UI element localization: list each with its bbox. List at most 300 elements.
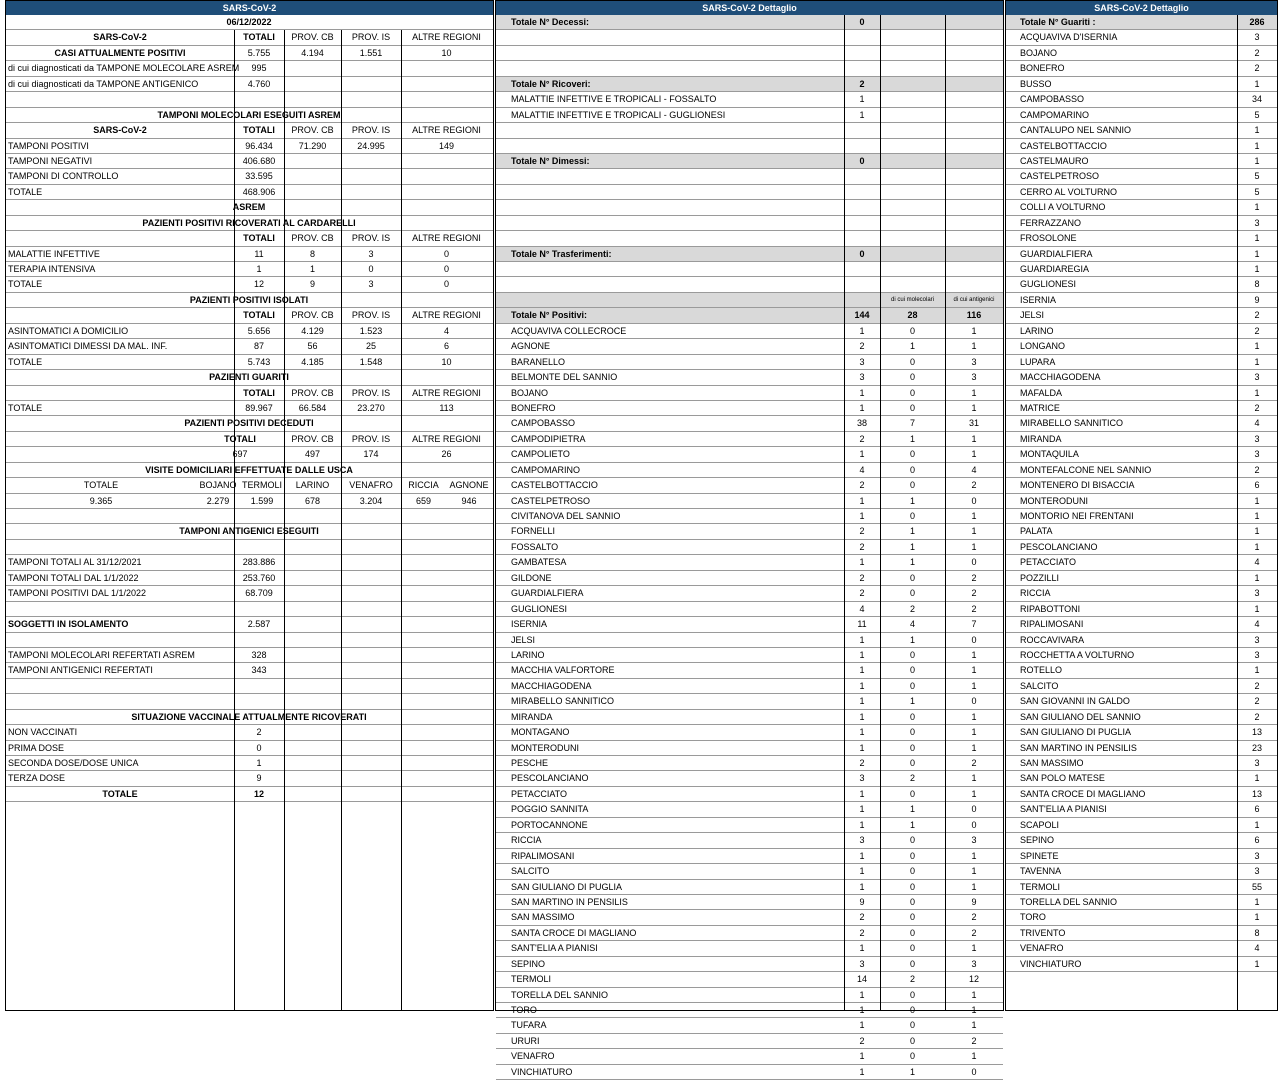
table-row (496, 957, 1003, 972)
table-cell: 10 (441, 47, 452, 58)
table-cell: 343 (251, 665, 267, 676)
table-cell: TORO (511, 1005, 537, 1015)
table-cell: 1 (971, 1020, 977, 1031)
table-cell: PALATA (1020, 526, 1053, 537)
table-row (496, 370, 1003, 385)
table-row (6, 602, 493, 617)
table-cell: CASTELPETROSO (511, 495, 591, 506)
table-row (6, 308, 493, 323)
table-cell: PESCHE (511, 758, 549, 768)
table-cell: 946 (461, 495, 477, 506)
table-cell: TOTALI (243, 310, 275, 321)
table-cell: 9 (309, 279, 315, 290)
table-row (496, 1065, 1003, 1080)
table-cell: 1 (971, 1005, 977, 1015)
table-cell: 2 (909, 974, 915, 985)
table-cell: PROV. IS (351, 233, 391, 244)
table-cell: SARS-CoV-2 (93, 125, 147, 136)
table-cell: RICCIA (408, 480, 439, 491)
table-cell: 1 (1254, 233, 1260, 244)
table-cell: FROSOLONE (1020, 233, 1077, 244)
table-cell: CIVITANOVA DEL SANNIO (511, 511, 621, 521)
table-row (496, 1034, 1003, 1049)
table-cell: PAZIENTI GUARITI (209, 372, 289, 383)
table-cell: 0 (909, 881, 915, 892)
table-row (6, 370, 493, 385)
table-cell: 1 (1254, 912, 1260, 923)
table-cell: 1 (1254, 356, 1260, 367)
table-cell: 2 (1254, 402, 1260, 413)
table-cell: 1 (859, 943, 865, 954)
table-cell: COLLI A VOLTURNO (1020, 202, 1106, 213)
table-cell: 13 (1251, 727, 1262, 738)
table-cell: 23.270 (357, 402, 385, 413)
table-cell: 1 (1254, 264, 1260, 274)
table-cell: 0 (909, 896, 915, 907)
table-cell: 1 (859, 665, 865, 676)
table-cell: 2 (971, 1035, 977, 1046)
table-row (496, 15, 1003, 30)
table-cell: URURI (511, 1035, 540, 1046)
table-cell: MALATTIE INFETTIVE E TROPICALI - FOSSALTO (511, 94, 717, 105)
table-cell: TAMPONI TOTALI DAL 1/1/2022 (8, 572, 139, 583)
table-cell: PRIMA DOSE (8, 742, 65, 753)
table-cell: 1.551 (359, 47, 383, 58)
table-cell: di cui diagnosticati da TAMPONE MOLECOLARE ASREM (8, 63, 240, 74)
table-cell: 0 (909, 912, 915, 923)
table-row (6, 617, 493, 632)
table-cell: FORNELLI (511, 526, 556, 537)
table-cell: 0 (909, 449, 915, 460)
table-row (496, 293, 1003, 308)
table-row (496, 262, 1003, 277)
table-cell: 5.755 (247, 47, 271, 58)
table-cell: ALTRE REGIONI (412, 32, 481, 43)
table-row (6, 586, 493, 601)
table-cell: 1 (909, 541, 915, 552)
table-row (496, 710, 1003, 725)
table-cell: 38 (856, 418, 867, 429)
table-row (6, 108, 493, 123)
table-row (6, 524, 493, 539)
table-cell: 1 (909, 526, 915, 537)
table-cell: 11 (857, 619, 867, 630)
table-cell: 1 (971, 773, 977, 784)
table-cell: 1 (859, 449, 865, 460)
table-cell: 1 (971, 541, 977, 552)
table-cell: Totale N° Dimessi: (511, 155, 590, 166)
table-cell: MALATTIE INFETTIVE E TROPICALI - GUGLIONESI (511, 109, 726, 120)
table-cell: 2.279 (206, 495, 230, 506)
table-cell: 0 (971, 819, 977, 830)
table-cell: RIPALIMOSANI (1020, 619, 1084, 630)
table-row (6, 633, 493, 648)
table-cell: 1 (859, 402, 865, 413)
table-cell: 116 (966, 310, 982, 321)
table-cell: TAMPONI MOLECOLARI REFERTATI ASREM (8, 649, 195, 660)
table-cell: CASI ATTUALMENTE POSITIVI (54, 47, 186, 58)
table-cell: PAZIENTI POSITIVI DECEDUTI (184, 418, 314, 429)
table-cell: 0 (909, 711, 915, 722)
table-cell: 1 (859, 1005, 865, 1015)
table-cell: 0 (909, 943, 915, 954)
table-row (6, 478, 493, 493)
table-cell: 0 (909, 866, 915, 877)
table-cell: PAZIENTI POSITIVI RICOVERATI AL CARDARELLI (142, 217, 356, 228)
table-cell: LARINO (511, 649, 545, 660)
table-cell: SECONDA DOSE/DOSE UNICA (8, 758, 139, 768)
table-cell: 1 (256, 758, 262, 768)
table-cell: 0 (909, 1020, 915, 1031)
table-row (496, 92, 1003, 107)
table-cell: PROV. CB (291, 125, 334, 136)
table-row (496, 849, 1003, 864)
table-cell: MONTERODUNI (1020, 495, 1088, 506)
table-cell: 1 (909, 557, 915, 568)
table-cell: 1 (859, 788, 865, 799)
table-cell: 3 (1254, 649, 1260, 660)
table-cell: 2 (971, 588, 977, 599)
table-cell: 26 (441, 449, 452, 460)
table-row (6, 200, 493, 215)
table-cell: JELSI (511, 634, 536, 645)
table-cell: 3 (971, 372, 977, 383)
table-cell: TOTALE (8, 402, 43, 413)
table-cell: MATRICE (1020, 402, 1060, 413)
table-cell: 4.185 (301, 356, 324, 367)
table-row (6, 324, 493, 339)
table-row (6, 216, 493, 231)
table-cell: ISERNIA (1020, 294, 1057, 305)
table-cell: PESCOLANCIANO (511, 773, 589, 784)
table-cell: TORELLA DEL SANNIO (1020, 896, 1118, 907)
table-cell: 0 (909, 387, 915, 398)
table-cell: 1 (1254, 341, 1260, 352)
table-cell: ROTELLO (1020, 665, 1063, 676)
table-cell: 1 (309, 264, 315, 274)
table-cell: 2 (859, 341, 865, 352)
table-cell: 1 (971, 742, 977, 753)
table-cell: 1 (971, 387, 977, 398)
table-cell: PROV. IS (351, 125, 391, 136)
table-cell: 55 (1251, 881, 1262, 892)
table-cell: 1 (971, 680, 977, 691)
table-row (496, 478, 1003, 493)
table-cell: 1 (909, 341, 915, 352)
table-cell: 3 (859, 773, 865, 784)
table-cell: 0 (859, 155, 865, 166)
table-row (496, 154, 1003, 169)
table-cell: SAN GIOVANNI IN GALDO (1020, 696, 1130, 707)
table-row (6, 463, 493, 478)
table-cell: 2 (859, 541, 865, 552)
grid-line (945, 15, 946, 1010)
table-row (6, 169, 493, 184)
table-row (6, 540, 493, 555)
table-cell: 4.760 (247, 78, 271, 89)
table-cell: 6 (443, 341, 449, 352)
table-cell: CAMPODIPIETRA (511, 433, 586, 444)
table-cell: 1 (1254, 773, 1260, 784)
table-row (6, 185, 493, 200)
table-cell: PETACCIATO (511, 788, 568, 799)
table-cell: 1 (909, 696, 915, 707)
table-row (6, 77, 493, 92)
table-cell: 1 (859, 1066, 865, 1077)
table-cell: 2 (909, 603, 915, 614)
table-cell: di cui diagnosticati da TAMPONE ANTIGENICO (8, 78, 199, 89)
table-cell: SAN GIULIANO DI PUGLIA (1020, 727, 1132, 738)
table-cell: AGNONE (449, 480, 489, 491)
table-cell: TOTALI (243, 32, 275, 43)
table-cell: 1 (859, 881, 865, 892)
table-cell: 06/12/2022 (226, 17, 272, 27)
table-cell: PAZIENTI POSITIVI ISOLATI (189, 294, 309, 305)
table-row (496, 1049, 1003, 1064)
table-cell: 2 (971, 572, 977, 583)
table-cell: RICCIA (511, 835, 542, 846)
table-cell: 9 (971, 896, 977, 907)
table-cell: 2 (1254, 464, 1260, 475)
table-row (496, 586, 1003, 601)
table-cell: 149 (438, 140, 455, 151)
table-cell: 4 (443, 325, 449, 336)
table-cell: 1 (1254, 125, 1260, 136)
table-row (496, 386, 1003, 401)
grid-line (1237, 15, 1238, 1010)
table-cell: 1 (1254, 202, 1260, 213)
table-row (6, 555, 493, 570)
table-cell: 12 (253, 788, 264, 799)
table-cell: MIRANDA (511, 711, 553, 722)
table-cell: 4.129 (301, 325, 324, 336)
table-cell: SALCITO (511, 866, 550, 877)
table-cell: SEPINO (1020, 835, 1055, 846)
table-cell: 1 (1254, 526, 1260, 537)
table-cell: CAMPOLIETO (511, 449, 570, 460)
table-cell: 1 (859, 634, 865, 645)
table-row (6, 46, 493, 61)
summary-panel-title: SARS-CoV-2 (6, 1, 493, 15)
table-cell: VENAFRO (1020, 943, 1064, 954)
table-row (496, 633, 1003, 648)
table-cell: 8 (309, 248, 315, 259)
table-cell: MONTENERO DI BISACCIA (1020, 480, 1135, 491)
table-cell: 0 (909, 480, 915, 491)
table-row (496, 895, 1003, 910)
table-row (496, 524, 1003, 539)
table-cell: VENAFRO (511, 1051, 555, 1062)
table-cell: 1 (859, 711, 865, 722)
table-cell: 0 (909, 1005, 915, 1015)
table-cell: 6 (1254, 835, 1260, 846)
table-cell: 3.204 (359, 495, 383, 506)
table-cell: 0 (909, 835, 915, 846)
table-row (496, 725, 1003, 740)
table-cell: 89.967 (245, 402, 273, 413)
table-cell: SCAPOLI (1020, 819, 1060, 830)
table-cell: 3 (368, 279, 374, 290)
table-cell: PROV. CB (291, 387, 334, 398)
table-cell: 3 (1254, 850, 1260, 861)
table-cell: SAN MARTINO IN PENSILIS (1020, 742, 1137, 753)
table-cell: BARANELLO (511, 356, 566, 367)
table-cell: 113 (439, 402, 454, 413)
table-cell: 1 (859, 819, 865, 830)
table-cell: 2 (971, 758, 977, 768)
table-cell: SAN MASSIMO (1020, 758, 1084, 768)
table-cell: ALTRE REGIONI (412, 310, 481, 321)
table-cell: 7 (909, 418, 915, 429)
table-cell: 8 (1254, 927, 1260, 938)
table-row (496, 277, 1003, 292)
table-row (6, 509, 493, 524)
table-cell: 3 (1254, 372, 1260, 383)
table-cell: 1 (971, 989, 977, 1000)
table-cell: 0 (443, 279, 449, 290)
table-cell: 3 (1254, 588, 1260, 599)
table-cell: 0 (909, 356, 915, 367)
table-cell: 1 (971, 449, 977, 460)
table-cell: 9 (1254, 294, 1260, 305)
table-cell: RIPABOTTONI (1020, 603, 1081, 614)
table-cell: 283.886 (242, 557, 276, 568)
table-cell: 1 (859, 742, 865, 753)
table-cell: MONTAQUILA (1020, 449, 1079, 460)
table-cell: 1 (859, 1051, 865, 1062)
table-cell: CASTELBOTTACCIO (1020, 140, 1107, 151)
table-cell: 1 (859, 94, 865, 105)
table-cell: 4 (971, 464, 977, 475)
table-row (496, 108, 1003, 123)
table-cell: PROV. CB (291, 310, 334, 321)
table-cell: Totale N° Positivi: (511, 310, 587, 321)
table-cell: 0 (971, 634, 977, 645)
table-row (6, 710, 493, 725)
table-cell: SEPINO (511, 958, 546, 969)
table-cell: 34 (1251, 94, 1262, 105)
table-cell: TAMPONI DI CONTROLLO (8, 171, 119, 182)
table-row (496, 741, 1003, 756)
table-row (6, 262, 493, 277)
table-cell: 25 (365, 341, 376, 352)
table-cell: CASTELMAURO (1020, 155, 1089, 166)
table-row (496, 509, 1003, 524)
table-cell: TERAPIA INTENSIVA (8, 264, 96, 274)
table-cell: 1 (859, 866, 865, 877)
table-cell: 0 (443, 248, 449, 259)
table-row (6, 741, 493, 756)
table-cell: 1 (971, 402, 977, 413)
table-cell: RICCIA (1020, 588, 1051, 599)
table-cell: 3 (1254, 433, 1260, 444)
table-cell: 406.680 (242, 155, 276, 166)
table-cell: Totale N° Guariti : (1020, 17, 1096, 27)
table-cell: 3 (368, 248, 374, 259)
grid-line (401, 30, 402, 1010)
table-cell: SANT'ELIA A PIANISI (1020, 804, 1107, 815)
table-cell: VINCHIATURO (1020, 958, 1082, 969)
table-cell: ISERNIA (511, 619, 548, 630)
table-row (496, 941, 1003, 956)
table-cell: PROV. CB (291, 433, 334, 444)
table-cell: 2 (859, 572, 865, 583)
table-cell: TAVENNA (1020, 866, 1062, 877)
table-cell: 0 (909, 727, 915, 738)
table-cell: 1 (971, 1051, 977, 1062)
table-cell: CAMPOMARINO (1020, 109, 1090, 120)
table-row (496, 910, 1003, 925)
table-cell: 0 (368, 264, 374, 274)
table-cell: VISITE DOMICILIARI EFFETTUATE DALLE USCA (145, 464, 353, 475)
table-cell: 2 (971, 912, 977, 923)
table-cell: 1 (971, 649, 977, 660)
table-cell: 286 (1249, 17, 1265, 27)
table-cell: 0 (909, 572, 915, 583)
table-cell: MIRABELLO SANNITICO (511, 696, 615, 707)
table-cell: di cui molecolari (890, 296, 935, 303)
table-cell: CASTELPETROSO (1020, 171, 1100, 182)
table-row (6, 293, 493, 308)
table-cell: 1 (971, 943, 977, 954)
table-cell: MAFALDA (1020, 387, 1063, 398)
table-cell: BUSSO (1020, 78, 1052, 89)
table-cell: 0 (859, 248, 865, 259)
table-row (496, 123, 1003, 138)
table-cell: 3 (859, 356, 865, 367)
table-row (496, 555, 1003, 570)
grid-line (880, 15, 881, 1010)
detail-panel-guariti (1005, 0, 1278, 1011)
table-row (496, 447, 1003, 462)
table-cell: 1 (909, 495, 915, 506)
table-cell: 0 (909, 758, 915, 768)
table-cell: 4 (859, 603, 865, 614)
table-cell: PROV. CB (291, 32, 334, 43)
table-cell: di cui antigenici (953, 296, 995, 303)
table-cell: GILDONE (511, 572, 552, 583)
table-cell: 1 (256, 264, 262, 274)
table-row (496, 463, 1003, 478)
table-cell: 7 (971, 619, 977, 630)
table-cell: 1 (859, 649, 865, 660)
table-row (6, 139, 493, 154)
table-cell: 1 (1254, 495, 1260, 506)
table-cell: CAMPOBASSO (1020, 94, 1085, 105)
table-cell: PROV. IS (351, 387, 391, 398)
table-cell: 1 (859, 1020, 865, 1031)
table-cell: ASREM (232, 202, 266, 213)
table-cell: 1 (859, 850, 865, 861)
table-cell: 144 (854, 310, 870, 321)
table-row (6, 725, 493, 740)
detail-table (496, 15, 1003, 1080)
table-cell: BONEFRO (1020, 63, 1065, 74)
table-row (6, 30, 493, 45)
table-cell: TAMPONI POSITIVI (8, 140, 89, 151)
table-cell: Totale N° Decessi: (511, 17, 589, 27)
table-cell: BONEFRO (511, 402, 556, 413)
table-row (496, 1003, 1003, 1018)
table-cell: TAMPONI ANTIGENICI ESEGUITI (179, 526, 319, 537)
table-cell: 328 (251, 649, 267, 660)
table-cell: 56 (307, 341, 318, 352)
table-cell: 1 (1254, 665, 1260, 676)
table-row (6, 416, 493, 431)
table-row (6, 694, 493, 709)
table-cell: 1 (971, 727, 977, 738)
table-cell: 0 (909, 372, 915, 383)
